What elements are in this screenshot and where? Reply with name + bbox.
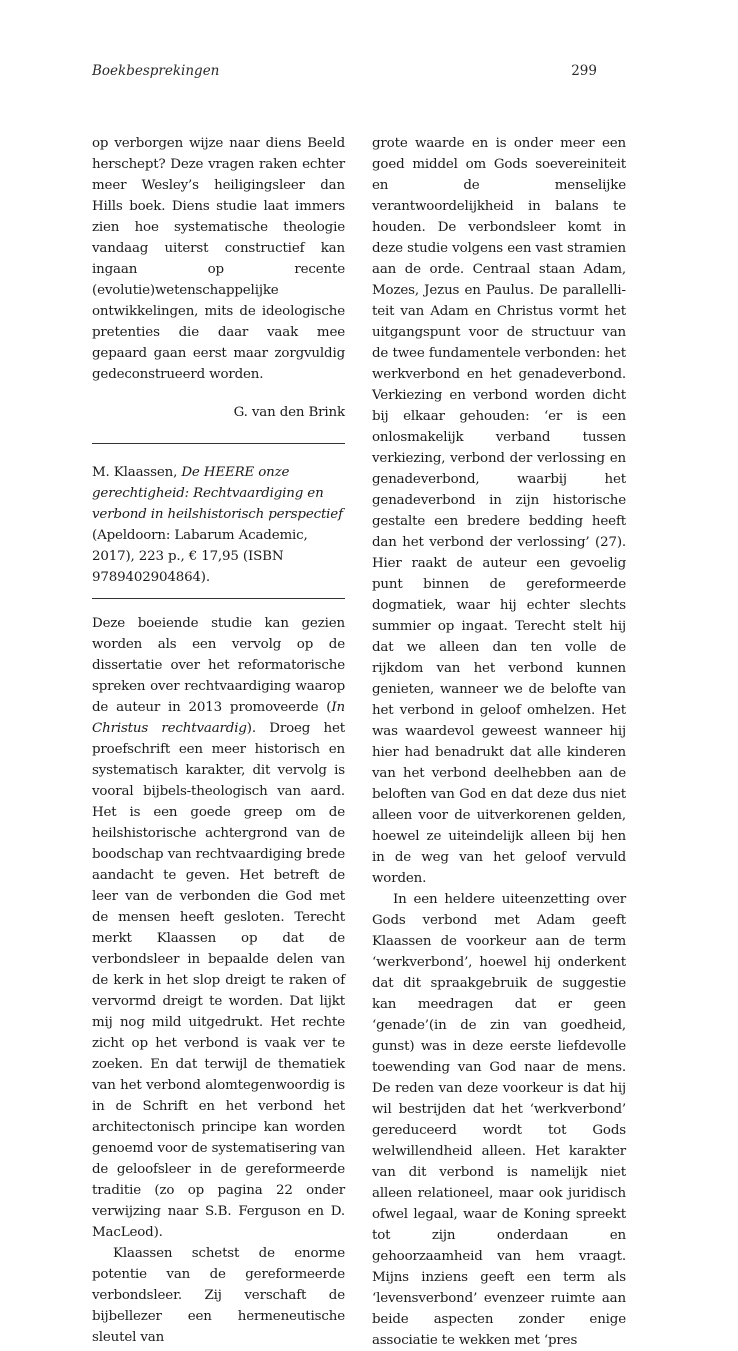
right-column	[372, 133, 626, 1351]
section-title: Boekbesprekingen	[92, 63, 220, 79]
running-head	[92, 63, 597, 83]
paragraph	[92, 613, 345, 1243]
paragraph: Klaassen schetst de enorme potentie van de gereformeerde verbondsleer. Zij verschaft de bijbellezer een hermeneutische sleutel van	[92, 1246, 345, 1345]
divider	[92, 598, 345, 599]
text-run: ). Droeg het proefschrift een meer historisch en systematisch karakter, dit vervolg is vooral bijbels-theologisch van aard. Het is een goede greep om de heilshistorische achtergrond van de boodschap van rechtvaardiging brede aandacht te geven. Het betreft de leer van de verbonden die God met de mensen heeft gesloten. Terecht merkt Klaassen op dat de verbondsleer in bepaalde delen van de kerk in het slop dreigt te raken of vervormd dreigt te worden. Dat lijkt mij nog mild uitgedrukt. Het rechte zicht op het verbond is vaak ver te zoeken. En dat terwijl de thematiek van het verbond alomtegenwoordig is in de Schrift en het verbond het architectonisch principe kan worden genoemd voor de systematisering van de geloofsleer in de gereformeerde traditie (zo op pagina 22 onder verwijzing naar S.B. Ferguson en D. MacLeod).	[92, 721, 345, 1240]
citation-title: De HEERE onze gerechtigheid: Rechtvaardiging en verbond in heilshistorisch perspectief	[92, 465, 343, 522]
paragraph: In een heldere uiteenzetting over Gods verbond met Adam geeft Klaassen de voorkeur aan de term ‘werkverbond’, hoewel hij onderkent dat dit spraakgebruik de suggestie kan meedragen dat er geen ‘genade’(in de zin van goedheid, gunst) was in deze eerste liefdevolle toewending van God naar de mens. De reden van deze voorkeur is dat hij wil bestrijden dat het ‘werkverbond’ gereduceerd wordt tot Gods welwillendheid alleen. Het karakter van dit verbond is namelijk niet alleen relationeel, maar ook juridisch ofwel legaal, waar de Koning spreekt tot zijn onderdaan en gehoorzaamheid van hem vraagt. Mijns inziens geeft een term als ‘levensverbond’ evenzeer ruimte aan beide aspecten zonder enige associatie te wekken met ‘pres	[372, 892, 626, 1348]
divider	[92, 443, 345, 444]
reviewer-signature: G. van den Brink	[233, 405, 345, 420]
paragraph: op verborgen wijze naar diens Beeld herschept? Deze vragen raken echter meer Wesley’s heiligingsleer dan Hills boek. Diens studie laat immers zien hoe systematische theologie vandaag uiterst constructief kan ingaan op recente (evolutie)wetenschappelijke ontwikkelingen, mits de ideologische pretenties die daar vaak mee gepaard gaan eerst maar zorgvuldig gedeconstrueerd worden.	[92, 136, 345, 382]
italic-title: In Christus rechtvaardig	[92, 700, 345, 736]
left-column	[92, 133, 345, 1348]
citation-details: (Apeldoorn: Labarum Academic, 2017), 223 p., € 17,95 (ISBN 9789402904864).	[92, 528, 308, 585]
paragraph: grote waarde en is onder meer een goed middel om Gods soevereiniteit en de menselijke verantwoordelijkheid in balans te houden. De verbondsleer komt in deze studie volgens een vast stramien aan de orde. Centraal staan Adam, Mozes, Jezus en Paulus. De parallelliteit van Adam en Christus vormt het uitgangspunt voor de structuur van de twee fundamentele verbonden: het werkverbond en het genadeverbond. Verkiezing en verbond worden dicht bij elkaar gehouden: ‘er is een onlosmakelijk verband tussen verkiezing, verbond der verlossing en genadeverbond, waarbij het genadeverbond in zijn historische gestalte een bredere bedding heeft dan het verbond der verlossing’ (27). Hier raakt de auteur een gevoelig punt binnen de gereformeerde dogmatiek, waar hij echter slechts summier op ingaat. Terecht stelt hij dat we alleen dan ten volle de rijkdom van het verbond kunnen genieten, wanneer we de belofte van het verbond in geloof omhelzen. Het was waardevol geweest wanneer hij hier had benadrukt dat alle kinderen van het verbond deelhebben aan de beloften van God en dat deze dus niet alleen voor de uitverkorenen gelden, hoewel ze uiteindelijk alleen bij hen in de weg van het geloof vervuld worden.	[372, 136, 626, 886]
page-number: 299	[571, 63, 597, 79]
text-run: Deze boeiende studie kan gezien worden als een vervolg op de dissertatie over het reformatorische spreken over rechtvaardiging waarop de auteur in 2013 promoveerde (	[92, 616, 345, 715]
citation-author: M. Klaassen,	[92, 465, 182, 480]
book-citation	[92, 462, 345, 588]
